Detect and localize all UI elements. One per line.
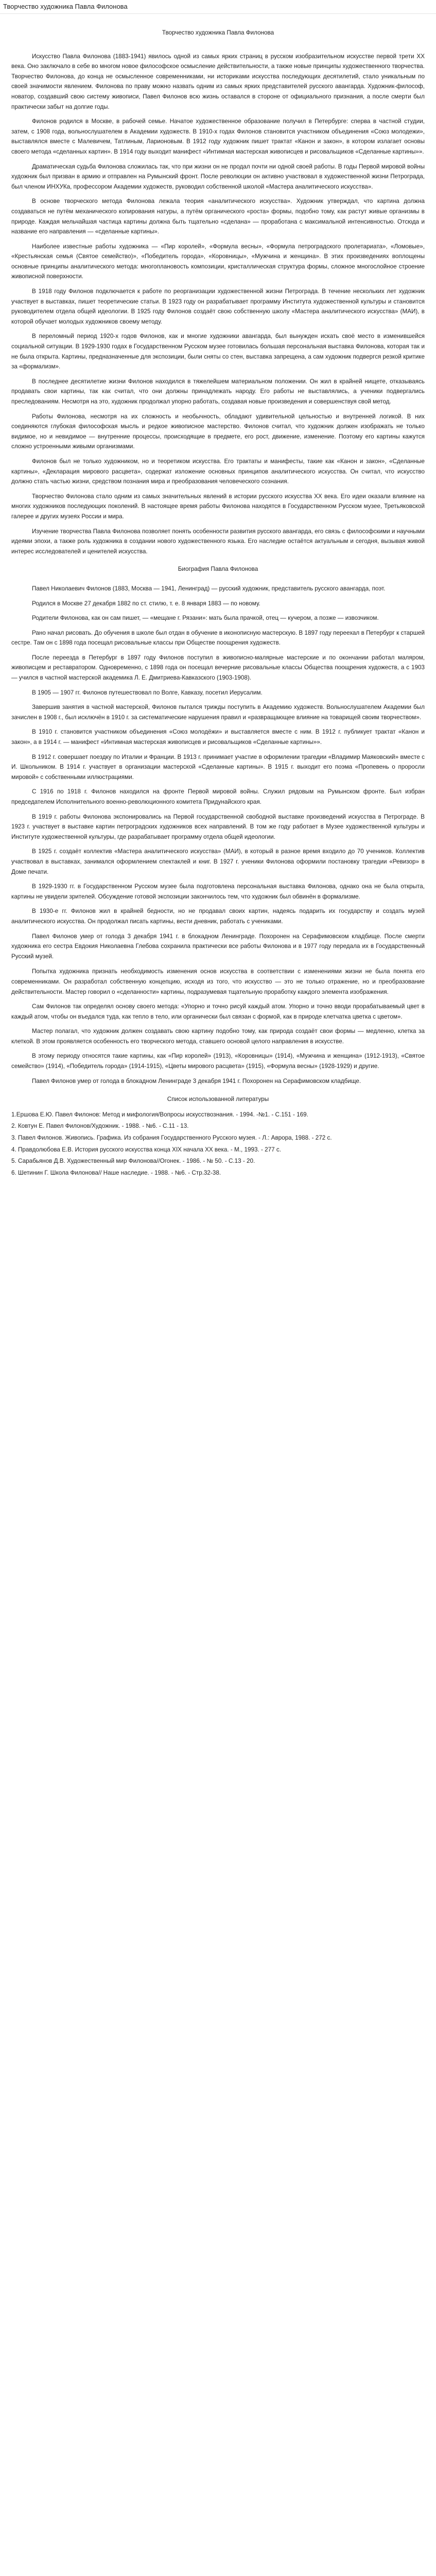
paragraph: В 1930-е гг. Филонов жил в крайней бедности, но не продавал своих картин, надеясь подарить их государству и создать музей аналитического искусства. Он продолжал писать картины, вести дневник, работать с учениками.	[11, 908, 425, 925]
paragraph: Завершив занятия в частной мастерской, Филонов пытался трижды поступить в Академию художеств. Вольнослушателем Академии был зачислен в 1908 г., был исключён в 1910 г. за систематические нарушения правил и «развращающее влияние на товарищей своим творчеством».	[11, 704, 425, 721]
paragraph: С 1916 по 1918 г. Филонов находился на фронте Первой мировой войны. Служил рядовым на Румынском фронте. Был избран председателем Исполнительного военно-революционного комитета Придунайского края.	[11, 788, 425, 805]
literature-item: 2. Ковтун Е. Павел Филонов/Художник. - 1988. - №6. - С.11 - 13.	[11, 1123, 189, 1130]
paragraph: Павел Филонов умер от голода 3 декабря 1941 г. в блокадном Ленинграде. Похоронен на Серафимовском кладбище. После смерти художника его сестра Евдокия Николаевна Глебова сохранила практически все работы Филонова и в 1977 году передала их в Государственный Русский музей.	[11, 933, 425, 960]
paragraph: В последнее десятилетие жизни Филонов находился в тяжелейшем материальном положении. Он жил в крайней нищете, отказываясь продавать свои картины, так как считал, что они должны принадлежать народу. Его работы не выставлялись, а ученики подвергались преследованиям. Несмотря на это, художник продолжал упорно работать, создавая новые произведения и совершенствуя свой метод.	[11, 378, 425, 405]
literature-item: 4. Правдолюбова Е.В. История русского искусства конца XIX начала XX века. - М., 1993. - 277 с.	[11, 1146, 281, 1153]
paragraph: Работы Филонова, несмотря на их сложность и необычность, обладают удивительной цельностью и внутренней логикой. В них соединяются глубокая философская мысль и редкое живописное мастерство. Филонов считал, что художник должен изображать не только видимое, но и невидимое — внутренние процессы, происходящие в предмете, его рост, движение, изменение. Поэтому его картины кажутся сложно устроенными живыми организмами.	[11, 413, 425, 450]
paragraph: В этому периоду относятся такие картины, как «Пир королей» (1913), «Коровницы» (1914), «Мужчина и женщина» (1912-1913), «Святое семейство» (1914), «Победитель города» (1914-1915), «Цветы мирового расцвета» (1915), «Формула весны» (1928-1929) и другие.	[11, 1053, 425, 1070]
paragraph: Мастер полагал, что художник должен создавать свою картину подобно тому, как природа создаёт свои формы — медленно, клетка за клеткой. В этом проявляется особенность его творческого метода, ставшего основой целого направления в искусстве.	[11, 1028, 425, 1045]
paragraph: Павел Николаевич Филонов (1883, Москва — 1941, Ленинград) — русский художник, представитель русского авангарда, поэт.	[32, 585, 386, 592]
paragraph: В 1925 г. создаёт коллектив «Мастера аналитического искусства» (МАИ), в который в разное время входило до 70 учеников. Коллектив участвовал в выставках, занимался оформлением спектаклей и книг. В 1927 г. ученики Филонова оформили постановку трагедии «Ревизор» в Доме печати.	[11, 848, 425, 875]
page-title: Творчество художника Павла Филонова	[3, 3, 128, 10]
paragraph: Наиболее известные работы художника — «Пир королей», «Формула весны», «Формула петроградского пролетариата», «Ломовые», «Крестьянская семья (Святое семейство)», «Победитель города», «Коровницы», «Мужчина и женщина». В этих произведениях воплощены основные принципы аналитического метода: многоплановость композиции, кристаллическая структура формы, сложное многослойное строение живописной поверхности.	[11, 243, 425, 280]
literature-item: 3. Павел Филонов. Живопись. Графика. Из собрания Государственного Русского музея. - Л.: Аврора, 1988. - 272 с.	[11, 1134, 332, 1142]
paragraph: Изучение творчества Павла Филонова позволяет понять особенности развития русского авангарда, его связь с философскими и научными идеями эпохи, а также роль художника в создании нового художественного языка. Его наследие остаётся актуальным и сегодня, вызывая живой интерес исследователей и ценителей искусства.	[11, 528, 425, 555]
paragraph: Искусство Павла Филонова (1883-1941) явилось одной из самых ярких страниц в русском изобразительном искусстве первой трети XX века. Оно заключало в себе во многом новое философское осмысление действительности, а также новые принципы художественного творчества. Творчество Филонова, до конца не осмысленное современниками, ни историками искусства последующих десятилетий, стало уникальным по своей значимости явлением. Филонова по праву можно назвать одним из самых ярких представителей русского авангарда. Художник-философ, новатор, создавший свою систему живописи, Павел Филонов всю жизнь оставался в стороне от официального признания, а после смерти был практически забыт на долгие годы.	[11, 53, 425, 110]
paragraph: В 1919 г. работы Филонова экспонировались на Первой государственной свободной выставке произведений искусства в Петрограде. В 1923 г. участвует в выставке картин петроградских художников всех направлений. В том же году работает в Музее художественной культуры и Институте художественной культуры, где разрабатывает программу отдела общей идеологии.	[11, 813, 425, 840]
biography-section	[11, 584, 425, 961]
conclusion-section	[11, 967, 425, 1086]
literature-item: 1.Ершова Е.Ю. Павел Филонов: Метод и мифология/Вопросы искусствознания. - 1994. -№1. - С.151 - 169.	[11, 1111, 308, 1118]
paragraph: В 1912 г. совершает поездку по Италии и Франции. В 1913 г. принимает участие в оформлении трагедии «Владимир Маяковский» вместе с И. Школьником. В 1914 г. участвует в организации мастерской «Сделанные картины». В 1915 г. выходит его поэма «Пропевень о проросли мировой» с собственными иллюстрациями.	[11, 753, 425, 781]
paragraph: В 1918 году Филонов подключается к работе по реорганизации художественной жизни Петрограда. В течение нескольких лет художник участвует в выставках, пишет теоретические статьи. В 1923 году он разрабатывает программу Института художественной культуры и становится руководителем отдела общей идеологии. В 1925 году Филонов создаёт свою собственную школу «Мастера аналитического искусства» (МАИ), в которой обучает молодых художников своему методу.	[11, 288, 425, 325]
paragraph: Творчество Филонова стало одним из самых значительных явлений в истории русского искусства XX века. Его идеи оказали влияние на многих художников последующих поколений. В настоящее время работы Филонова находятся в Государственном Русском музее, Третьяковской галерее и других музеях России и мира.	[11, 493, 425, 520]
paragraph: Филонов был не только художником, но и теоретиком искусства. Его трактаты и манифесты, такие как «Канон и закон», «Сделанные картины», «Декларация мирового расцвета», содержат изложение основных принципов аналитического искусства. Он считал, что искусство должно стать частью жизни, средством познания мира и преобразования человеческого сознания.	[11, 457, 425, 485]
literature-heading: Список использованной литературы	[167, 1096, 269, 1103]
paragraph: Павел Филонов умер от голода в блокадном Ленинграде 3 декабря 1941 г. Похоронен на Серафимовском кладбище.	[32, 1077, 361, 1084]
literature-list	[11, 1110, 425, 1178]
literature-item: 6. Шетинин Г. Школа Филонова// Наше наследие. - 1988. - №6. - Стр.32-38.	[11, 1169, 221, 1176]
biography-heading: Биография Павла Филонова	[178, 566, 258, 573]
article-body	[11, 28, 425, 1179]
paragraph: Филонов родился в Москве, в рабочей семье. Начатое художественное образование получил в Петербурге: сперва в частной студии, затем, с 1908 года, вольнослушателем в Академии художеств. В 1910-х годах Филонов становится участником объединения «Союз молодежи», выставлялся вместе с Малевичем, Татлиным, Ларионовым. В 1912 году художник пишет трактат «Канон и закон», в котором излагает основы своего метода «сделанных картин». В 1914 году выходит манифест «Интимная мастерская живописцев и рисовальщиков «Сделанные картины»».	[11, 118, 425, 155]
paragraph: В 1929-1930 гг. в Государственном Русском музее была подготовлена персональная выставка Филонова, однако она не была открыта, картины не увидели зрителей. Обсуждение готовой экспозиции закончилось тем, что художник был обвинён в формализме.	[11, 883, 425, 900]
paragraph: В основе творческого метода Филонова лежала теория «аналитического искусства». Художник утверждал, что картина должна создаваться не путём механического копирования натуры, а путём органического «роста» формы, подобно тому, как растут живые организмы в природе. Каждая мельчайшая частица картины должна быть тщательно «сделана» — проработана с максимальной интенсивностью. Отсюда и название его направления — «сделанные картины».	[11, 198, 425, 235]
paragraph: Попытка художника признать необходимость изменения основ искусства в соответствии с изменениями жизни не была понята его современниками. Он разработал собственную концепцию, исходя из того, что искусство — это не только отражение, но и преобразование действительности. Мастер говорил о «сделанности» картины, подразумевая тщательную проработку каждого элемента изображения.	[11, 968, 425, 995]
paragraph: После переезда в Петербург в 1897 году Филонов поступил в живописно-малярные мастерские и по окончании работал маляром, живописцем и реставратором. Одновременно, с 1898 года он посещал вечерние рисовальные классы Общества поощрения художеств, а с 1903 — учился в частной мастерской академика Л. Е. Дмитриева-Кавказского (1903-1908).	[11, 654, 425, 682]
paragraph: Драматическая судьба Филонова сложилась так, что при жизни он не продал почти ни одной своей работы. В годы Первой мировой войны художник был призван в армию и отправлен на Румынский фронт. После революции он активно участвовал в художественной жизни Петрограда, был членом ИНХУКа, профессором Академии художеств, руководил собственной школой «Мастера аналитического искусства».	[11, 163, 425, 190]
article-heading: Творчество художника Павла Филонова	[162, 29, 274, 36]
paragraph: В переломный период 1920-х годов Филонов, как и многие художники авангарда, был вынужден искать своё место в изменившейся социальной ситуации. В 1929-1930 годах в Государственном Русском музее готовилась большая персональная выставка Филонова, которая так и не была открыта. Картины, предназначенные для экспозиции, были сняты со стен, выставка запрещена, а сам художник подвергся резкой критике за «формализм».	[11, 333, 425, 370]
paragraph: Рано начал рисовать. До обучения в школе был отдан в обучение в иконописную мастерскую. В 1897 году переехал в Петербург к старшей сестре. Там он с 1898 года посещал рисовальные классы при Обществе поощрения художеств.	[11, 629, 425, 647]
intro-section	[11, 52, 425, 557]
paragraph: Сам Филонов так определял основу своего метода: «Упорно и точно рисуй каждый атом. Упорно и точно вводи прорабатываемый цвет в каждый атом, чтобы он въедался туда, как тепло в тело, или органически был связан с формой, как в природе клетчатка цветка с цветом».	[11, 1003, 425, 1020]
paragraph: Родился в Москве 27 декабря 1882 по ст. стилю, т. е. 8 января 1883 — по новому.	[32, 600, 260, 607]
paragraph: В 1910 г. становится участником объединения «Союз молодёжи» и выставляется вместе с ним. В 1912 г. публикует трактат «Канон и закон», а в 1914 г. — манифест «Интимная мастерская живописцев и рисовальщиков «Сделанные картины»».	[11, 728, 425, 746]
paragraph: Родители Филонова, как он сам пишет, — «мещане г. Рязани»: мать была прачкой, отец — кучером, а позже — извозчиком.	[32, 615, 379, 622]
literature-item: 5. Сарабьянов Д.В. Художественный мир Филонова//Огонек. - 1986. - № 50. - С.13 - 20.	[11, 1158, 255, 1165]
title-divider	[0, 13, 436, 14]
paragraph: В 1905 — 1907 гг. Филонов путешествовал по Волге, Кавказу, посетил Иерусалим.	[32, 689, 263, 696]
